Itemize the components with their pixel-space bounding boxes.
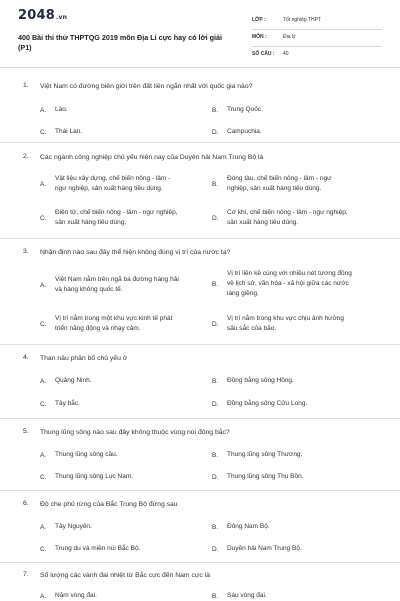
option-letter: B. [212,451,219,459]
meta-key: SỐ CÂU : [252,51,275,57]
meta-key: MÔN : [252,34,267,40]
option-text-line: Vị trí liền kề cùng với nhiều nét tương đồng [227,270,352,277]
option-b[interactable] [212,105,263,115]
option-letter: D. [212,128,219,136]
option-text-line: láng giềng. [227,290,259,297]
option-text-line: Điện tử, chế biến nông - lâm - ngư nghiệp, [55,209,178,216]
option-letter: C. [40,320,47,328]
option-text: Quảng Ninh. [55,377,92,384]
option-text [227,174,331,194]
meta-row-subject [252,30,382,47]
option-d[interactable] [212,208,348,228]
option-c[interactable] [40,544,140,554]
option-text: Đồng bằng sông Cửu Long. [227,400,308,407]
option-a[interactable] [40,105,68,115]
question-number: 4. [23,354,29,361]
option-letter: B. [212,180,219,188]
option-d[interactable] [212,127,262,137]
option-c[interactable] [40,208,178,228]
option-text [55,275,179,295]
option-text: Trung du và miền núi Bắc Bộ. [55,545,141,552]
logo-sub: .vn [55,14,68,21]
option-c[interactable] [40,472,133,482]
option-b[interactable] [212,269,352,299]
option-text-line: về lịch sử, văn hóa - xã hội giữa các nước [227,280,349,287]
option-text-line: Vị trí nằm trong một khu vực kinh tế phát [55,315,173,322]
option-c[interactable] [40,314,172,334]
option-text: Năm vòng đai. [55,592,97,599]
option-letter: D. [212,545,219,553]
option-text [55,208,178,228]
option-letter: B. [212,106,219,114]
option-letter: A. [40,281,47,289]
meta-value: Địa lý [283,34,296,40]
question-text: Độ che phủ rừng của Bắc Trung Bộ đứng sau [40,501,178,508]
question-number: 5. [23,428,29,435]
option-a[interactable] [40,174,170,194]
option-letter: A. [40,523,47,531]
question-separator [0,490,400,491]
option-text [55,174,170,194]
logo-main: 2048 [18,8,55,23]
option-letter: C. [40,545,47,553]
option-c[interactable] [40,127,82,137]
option-letter: B. [212,592,219,600]
option-letter: B. [212,280,219,288]
question-number: 6. [23,500,29,507]
option-letter: D. [212,320,219,328]
option-d[interactable] [212,314,344,334]
option-a[interactable] [40,522,92,532]
option-letter: D. [212,214,219,222]
question-text: Nhận định nào sau đây thể hiện không đúng vị trí của nước ta? [40,249,231,256]
option-d[interactable] [212,472,304,482]
question-separator [0,142,400,143]
header-divider [0,67,400,68]
option-text-line: sâu sắc của bão. [227,325,277,332]
option-letter: D. [212,400,219,408]
question-text: Thung lũng sông nào sau đây không thuộc vùng núi đông bắc? [40,429,230,436]
option-text [55,314,172,334]
question-separator [0,418,400,419]
option-text-line: Vật liệu xây dựng, chế biến nông - lâm - [55,175,171,182]
option-text: Tây Nguyên. [55,523,92,530]
option-text-line: nghiệp, sản xuất hàng tiêu dùng. [227,185,322,192]
document-title: 400 Bài thi thử THPTQG 2019 môn Địa Lí cực hay có lời giải (P1) [18,33,223,52]
option-letter: A. [40,377,47,385]
option-text-line: ngư nghiệp, sản xuất hàng tiêu dùng. [55,185,163,192]
question-number: 2. [23,153,29,160]
option-b[interactable] [212,376,294,386]
option-text-line: sản xuất hàng tiêu dùng. [55,219,127,226]
option-text: Thái Lan. [55,128,83,135]
meta-value: Tốt nghiệp THPT [283,17,321,23]
option-text [227,208,348,228]
option-text [227,269,352,299]
option-letter: C. [40,400,47,408]
option-text: Campuchia. [227,128,262,135]
option-letter: A. [40,106,47,114]
question-number: 7. [23,571,29,578]
option-text-line: và hàng không quốc tế. [55,286,123,293]
question-text: Các ngành công nghiệp chủ yếu hiện nay của Duyên hải Nam Trung Bộ là [40,154,264,161]
question-text: Than nâu phân bố chủ yếu ở [40,355,128,362]
option-text-line: Đóng tàu, chế biến nông - lâm - ngư [227,175,332,182]
option-d[interactable] [212,544,302,554]
question-separator [0,344,400,345]
option-text: Sáu vòng đai. [227,592,267,599]
question-number: 3. [23,248,29,255]
option-text [227,314,344,334]
option-text: Duyên hải Nam Trung Bộ. [227,545,302,552]
document-header [0,0,400,64]
option-letter: C. [40,128,47,136]
option-text: Đồng bằng sông Hồng. [227,377,294,384]
option-text-line: Vị trí nằm trong khu vực chịu ảnh hưởng [227,315,345,322]
question-number: 1. [23,82,29,89]
option-b[interactable] [212,174,331,194]
document-meta [252,13,382,63]
option-text: Đông Nam Bộ. [227,523,270,530]
option-text: Tây bắc. [55,400,80,407]
option-text: Thung lũng sông cầu. [55,451,118,458]
option-text: Thung lũng sông Lục Nam. [55,473,134,480]
question-separator [0,238,400,239]
meta-row-class [252,13,382,30]
question-text: Số lượng các vành đai nhiệt từ Bắc cực đến Nam cực là [40,572,211,579]
option-letter: C. [40,473,47,481]
option-c[interactable] [40,399,80,409]
question-separator [0,562,400,563]
option-letter: A. [40,451,47,459]
option-text: Lào. [55,106,68,113]
option-b[interactable] [212,450,302,460]
option-text: Thung lũng sông Thương. [227,451,303,458]
meta-row-count [252,47,382,63]
option-a[interactable] [40,376,92,386]
option-text: Trung Quốc. [227,106,263,113]
option-a[interactable] [40,450,118,460]
option-text-line: sản xuất hàng tiêu dùng. [227,219,299,226]
meta-key: LỚP : [252,17,266,23]
option-letter: B. [212,377,219,385]
option-text-line: triển năng động và nhạy cảm. [55,325,141,332]
option-text: Thung lũng sông Thu Bồn. [227,473,304,480]
option-letter: C. [40,214,47,222]
meta-value: 40 [283,51,289,57]
option-b[interactable] [212,522,270,532]
option-d[interactable] [212,399,307,409]
option-letter: B. [212,523,219,531]
option-letter: A. [40,180,47,188]
option-letter: A. [40,592,47,600]
option-a[interactable] [40,270,179,300]
option-text-line: Cơ khí, chế biến nông - lâm - ngư nghiệp, [227,209,348,216]
question-text: Việt Nam có đường biên giới trên đất liền ngắn nhất với quốc gia nào? [40,83,253,90]
option-text-line: Việt Nam nằm trên ngã ba đường hàng hải [55,276,179,283]
site-logo[interactable] [18,8,67,23]
option-letter: D. [212,473,219,481]
